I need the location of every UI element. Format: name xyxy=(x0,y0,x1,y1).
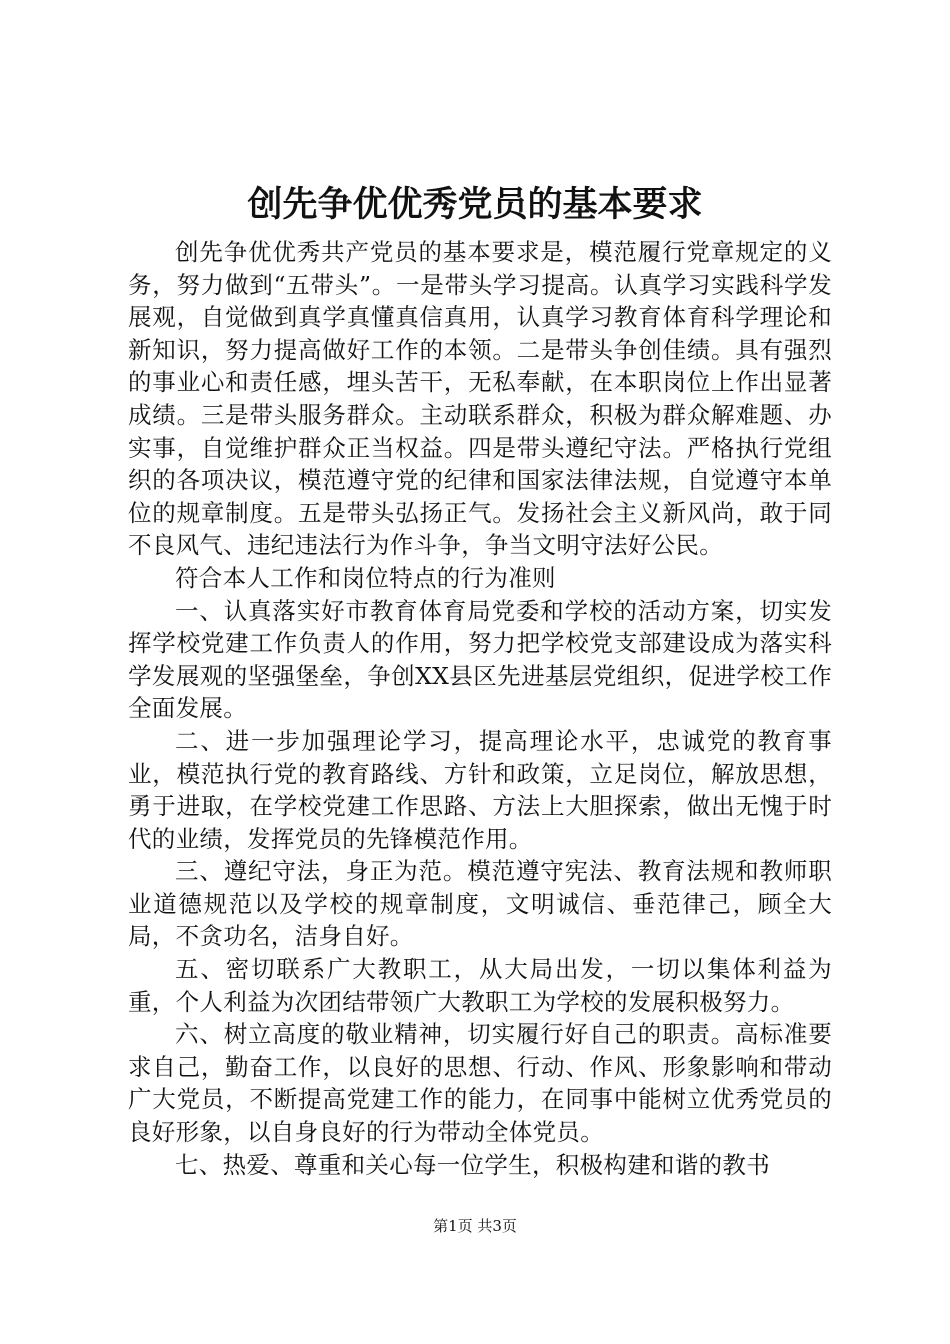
paragraph-item-3: 三、遵纪守法，身正为范。模范遵守宪法、教育法规和教师职业道德规范以及学校的规章制度，文明诚信、垂范律己，顾全大局，不贪功名，洁身自好。 xyxy=(128,857,832,951)
page-footer: 第1页 共3页 xyxy=(433,1217,517,1235)
paragraph-requirements: 创先争优优秀共产党员的基本要求是，模范履行党章规定的义务，努力做到“五带头”。一是带头学习提高。认真学习实践科学发展观，自觉做到真学真懂真信真用，认真学习教育体育科学理论和新知识，努力提高做好工作的本领。二是带头争创佳绩。具有强烈的事业心和责任感，埋头苦干，无私奉献，在本职岗位上作出显著成绩。三是带头服务群众。主动联系群众，积极为群众解难题、办实事，自觉维护群众正当权益。四是带头遵纪守法。严格执行党组织的各项决议，模范遵守党的纪律和国家法律法规，自觉遵守本单位的规章制度。五是带头弘扬正气。发扬社会主义新风尚，敢于同不良风气、违纪违法行为作斗争，争当文明守法好公民。 xyxy=(128,238,832,560)
document-body xyxy=(128,236,832,1181)
paragraph-item-5: 五、密切联系广大教职工，从大局出发，一切以集体利益为重，个人利益为次团结带领广大教职工为学校的发展积极努力。 xyxy=(128,955,832,1016)
paragraph-item-6: 六、树立高度的敬业精神，切实履行好自己的职责。高标准要求自己，勤奋工作，以良好的思想、行动、作风、形象影响和带动广大党员，不断提高党建工作的能力，在同事中能树立优秀党员的良好形象，以自身良好的行为带动全体党员。 xyxy=(128,1020,832,1147)
paragraph-item-1: 一、认真落实好市教育体育局党委和学校的活动方案，切实发挥学校党建工作负责人的作用，努力把学校党支部建设成为落实科学发展观的坚强堡垒，争创XX县区先进基层党组织，促进学校工作全面发展。 xyxy=(128,596,832,723)
paragraph-item-7: 七、热爱、尊重和关心每一位学生，积极构建和谐的教书 xyxy=(175,1150,770,1179)
document-title: 创先争优优秀党员的基本要求 xyxy=(247,184,703,225)
paragraph-section-heading: 符合本人工作和岗位特点的行为准则 xyxy=(175,563,556,592)
paragraph-item-2: 二、进一步加强理论学习，提高理论水平，忠诚党的教育事业，模范执行党的教育路线、方针和政策，立足岗位，解放思想，勇于进取，在学校党建工作思路、方法上大胆探索，做出无愧于时代的业绩，发挥党员的先锋模范作用。 xyxy=(128,726,832,853)
